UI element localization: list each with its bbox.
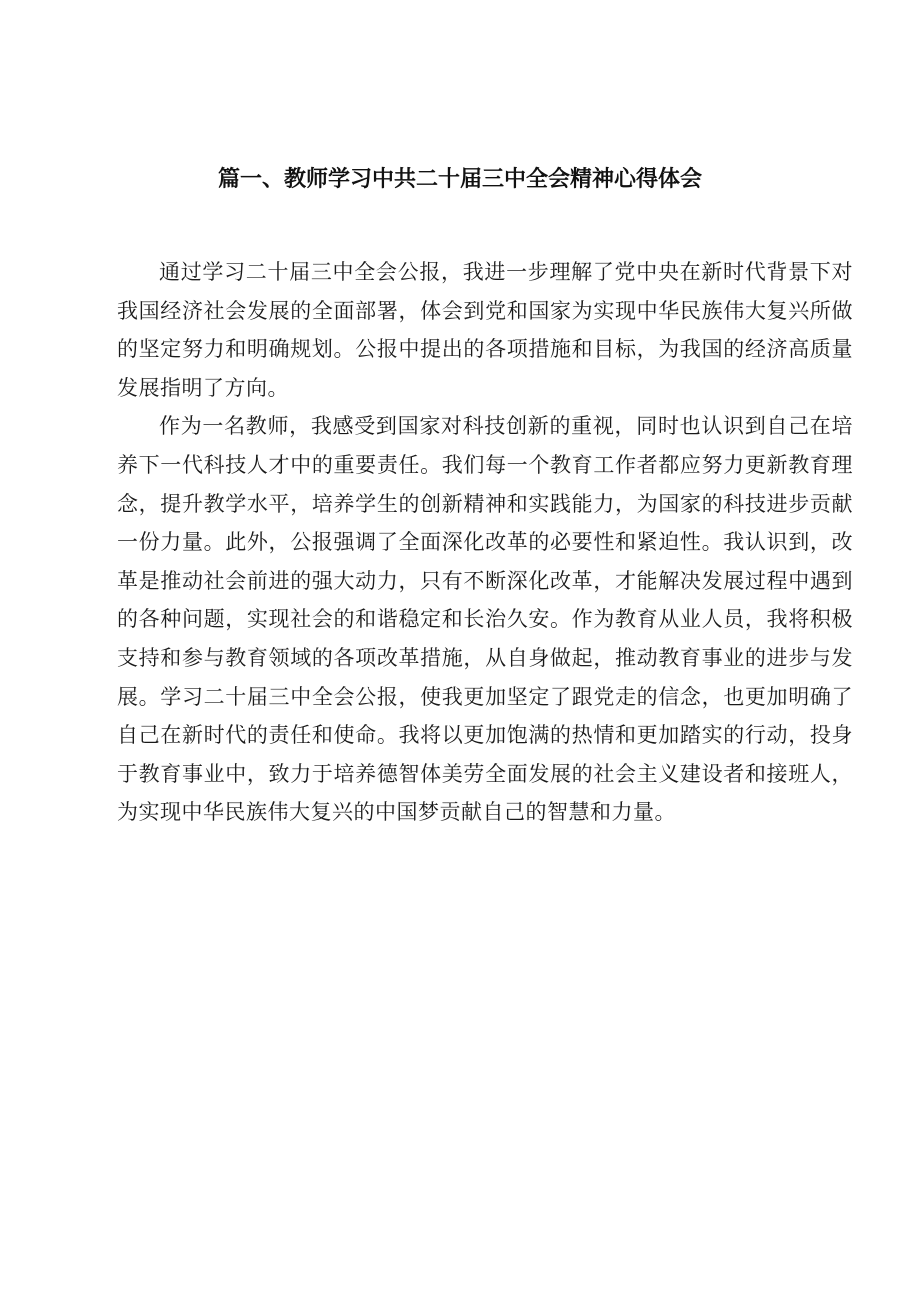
paragraph-2: 作为一名教师，我感受到国家对科技创新的重视，同时也认识到自己在培养下一代科技人才中的重要责任。我们每一个教育工作者都应努力更新教育理念，提升教学水平，培养学生的创新精神和实践能力，为国家的科技进步贡献一份力量。此外，公报强调了全面深化改革的必要性和紧迫性。我认识到，改革是推动社会前进的强大动力，只有不断深化改革，才能解决发展过程中遇到的各种问题，实现社会的和谐稳定和长治久安。作为教育从业人员，我将积极支持和参与教育领域的各项改革措施，从自身做起，推动教育事业的进步与发展。学习二十届三中全会公报，使我更加坚定了跟党走的信念，也更加明确了自己在新时代的责任和使命。我将以更加饱满的热情和更加踏实的行动，投身于教育事业中，致力于培养德智体美劳全面发展的社会主义建设者和接班人，为实现中华民族伟大复兴的中国梦贡献自己的智慧和力量。 [117,414,853,825]
document-title: 篇一、教师学习中共二十届三中全会精神心得体会 [217,167,702,192]
document-body [117,253,853,832]
paragraph-1: 通过学习二十届三中全会公报，我进一步理解了党中央在新时代背景下对我国经济社会发展的全面部署，体会到党和国家为实现中华民族伟大复兴所做的坚定努力和明确规划。公报中提出的各项措施和目标，为我国的经济高质量发展指明了方向。 [117,260,853,400]
